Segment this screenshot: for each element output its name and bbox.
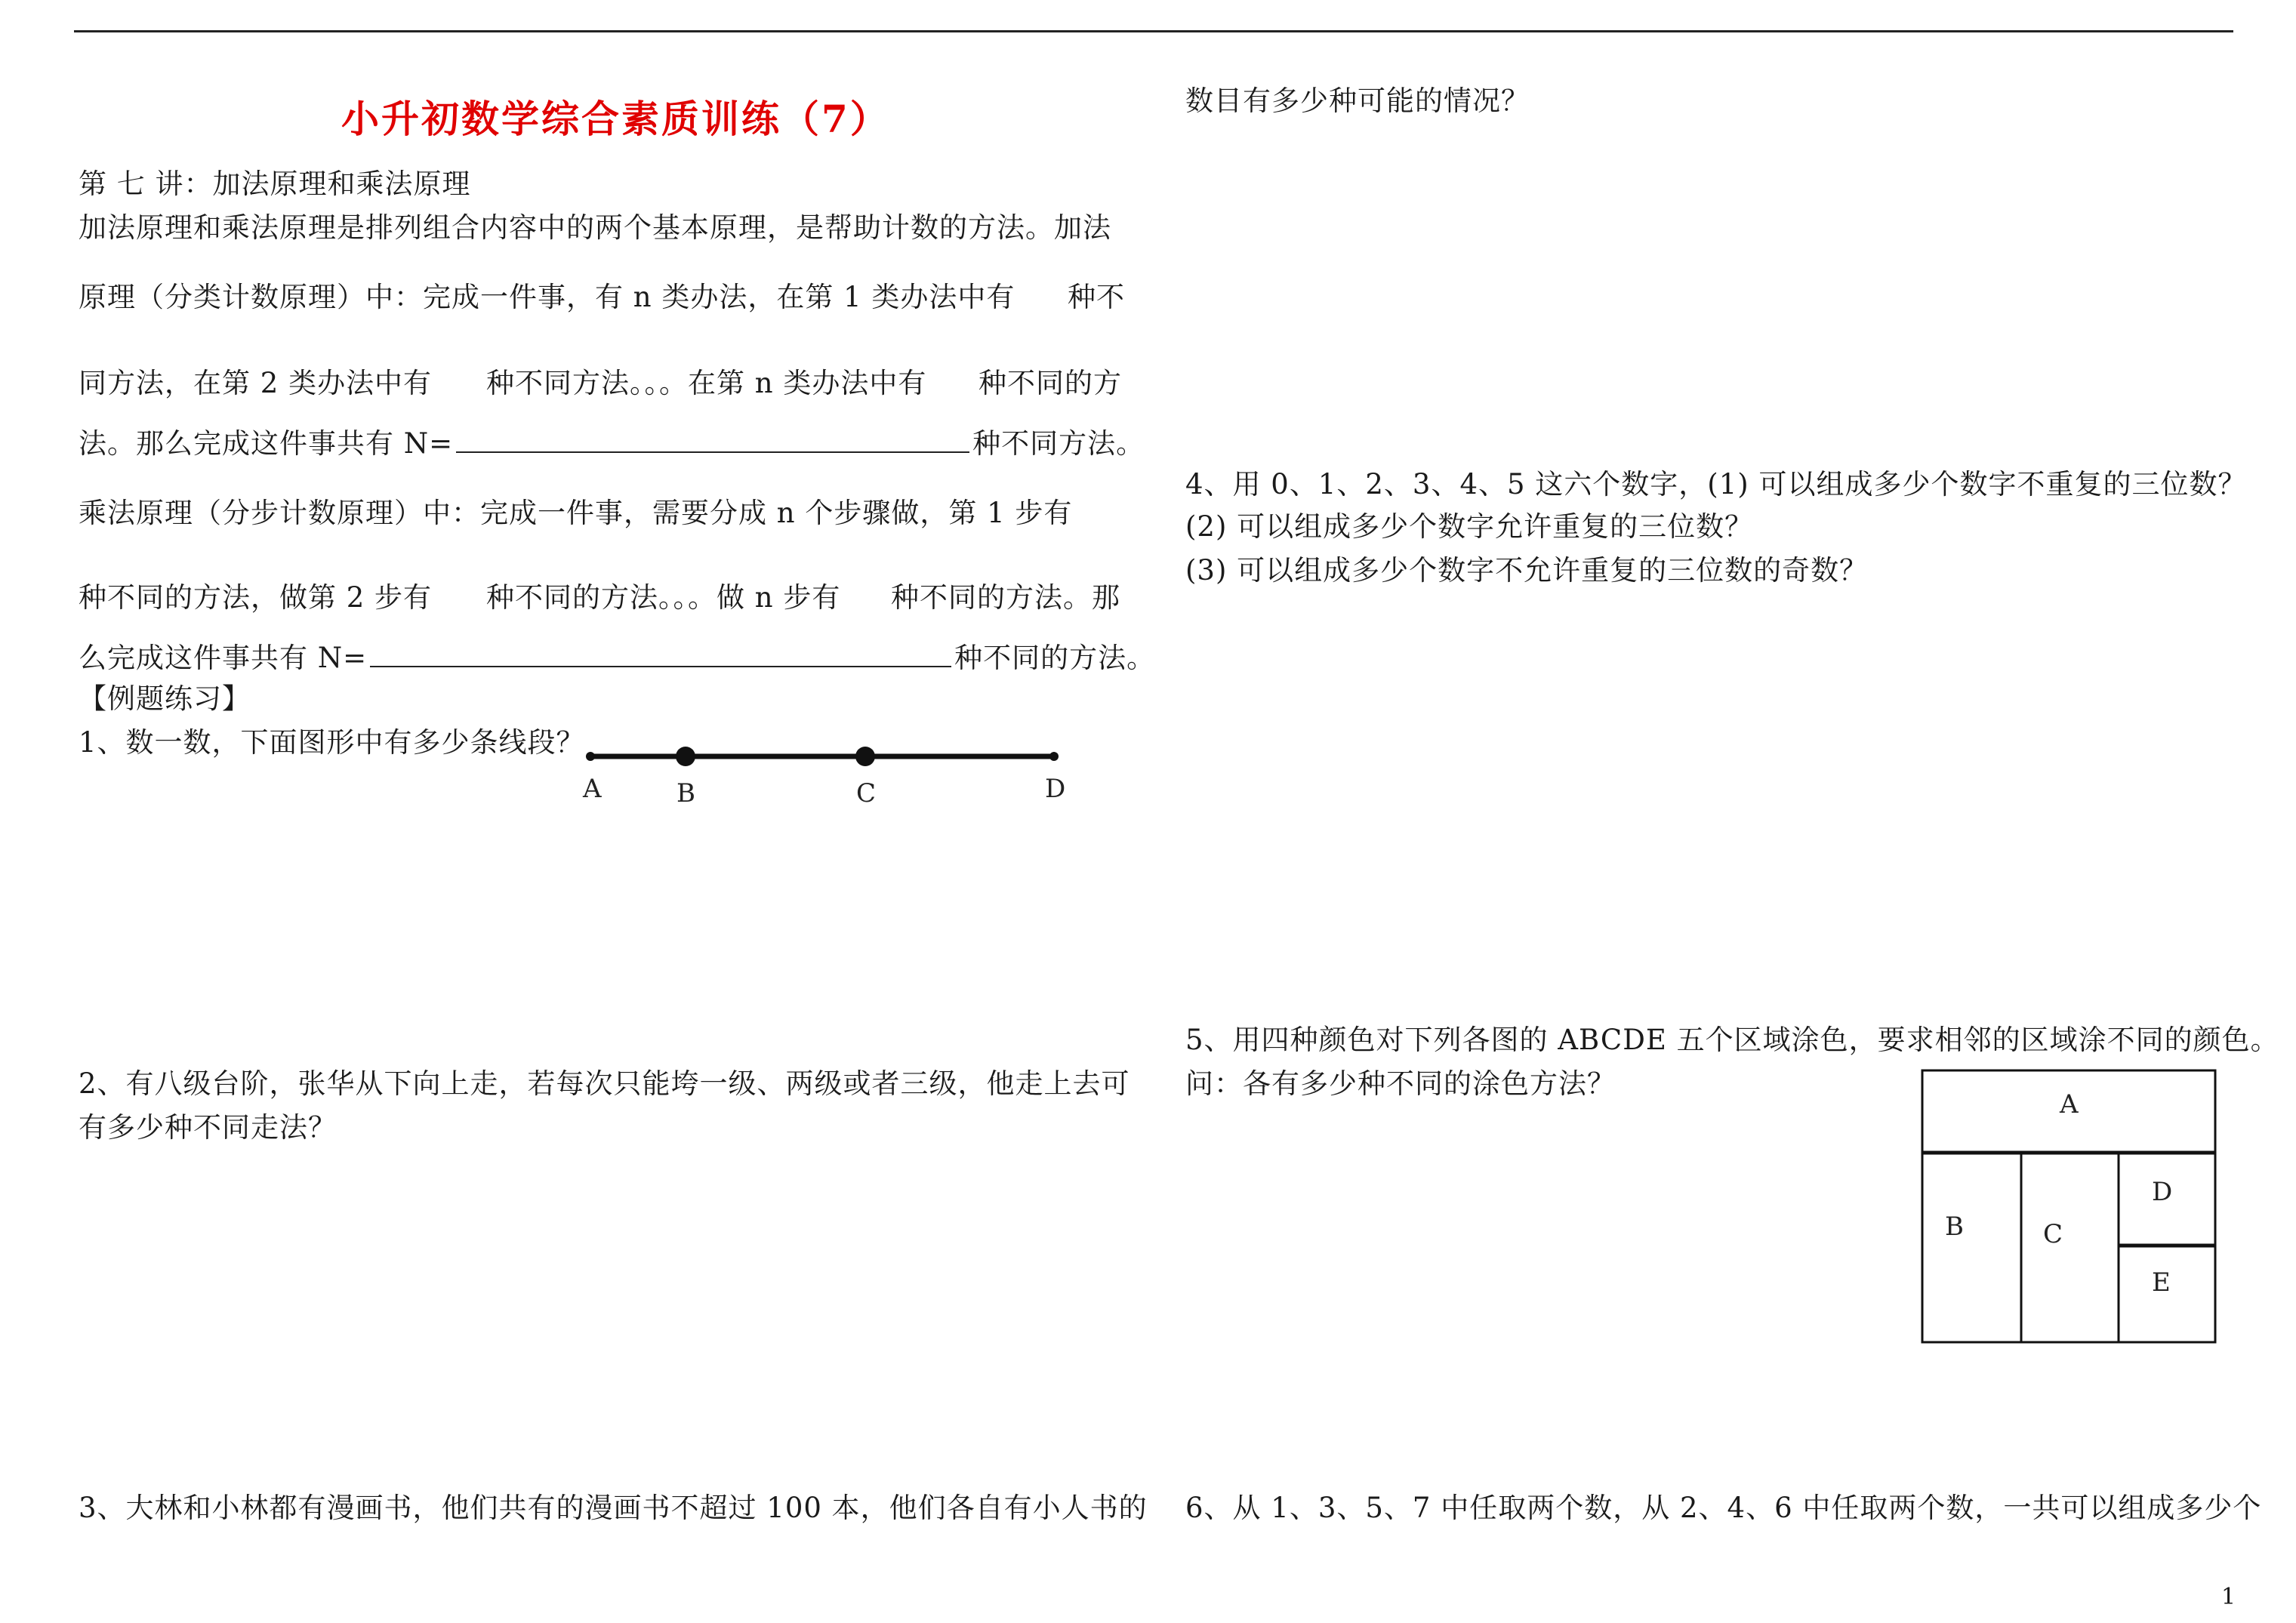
problem-4-line-2: (2) 可以组成多少个数字允许重复的三位数？ <box>1185 510 1754 543</box>
point-d-dot <box>1049 752 1059 761</box>
addition-principle-line-1: 原理（分类计数原理）中：完成一件事，有 n 类办法，在第 1 类办法中有 <box>79 281 1015 313</box>
region-figure <box>1918 1067 2220 1347</box>
problem-5-line-1: 5、用四种颜色对下列各图的 ABCDE 五个区域涂色，要求相邻的区域涂不同的颜色。 <box>1185 1024 2279 1056</box>
problem-4-line-3: (3) 可以组成多少个数字不允许重复的三位数的奇数？ <box>1185 554 1869 587</box>
multiplication-principle-line-3 <box>79 640 1155 675</box>
region-c-label: C <box>2043 1219 2063 1249</box>
problem-3-line-1: 3、大林和小林都有漫画书，他们共有的漫画书不超过 100 本，他们各自有小人书的 <box>79 1492 1148 1524</box>
lecture-heading: 第 七 讲：加法原理和乘法原理 <box>79 168 471 200</box>
multiplication-formula-label: 么完成这件事共有 N= <box>79 642 368 674</box>
problem-1: 1、数一数，下面图形中有多少条线段？ <box>79 726 585 759</box>
problem-6-line-1: 6、从 1、3、5、7 中任取两个数，从 2、4、6 中任取两个数，一共可以组成多少个 <box>1185 1492 2262 1524</box>
problem-3-line-2: 数目有多少种可能的情况？ <box>1185 85 1530 117</box>
section-label: 【例题练习】 <box>79 682 251 715</box>
problem-2-line-1: 2、有八级台阶，张华从下向上走，若每次只能垮一级、两级或者三级，他走上去可 <box>79 1067 1130 1100</box>
addition-formula-end: 种不同方法。 <box>972 427 1145 460</box>
multiplication-principle-line-2b: 种不同的方法。。。做 n 步有 <box>486 581 841 614</box>
point-c-dot <box>855 747 875 766</box>
point-a-label: A <box>583 774 602 804</box>
multiplication-answer-blank[interactable] <box>370 640 951 667</box>
segment-figure <box>574 740 1072 808</box>
region-d-label: D <box>2152 1177 2173 1207</box>
page-number: 1 <box>2221 1584 2237 1610</box>
point-d-label: D <box>1045 774 1066 804</box>
point-a-dot <box>586 752 595 761</box>
intro-text: 加法原理和乘法原理是排列组合内容中的两个基本原理，是帮助计数的方法。加法 <box>79 211 1111 244</box>
region-a-label: A <box>2060 1089 2079 1119</box>
problem-4-line-1: 4、用 0、1、2、3、4、5 这六个数字，(1) 可以组成多少个数字不重复的三位数？ <box>1185 468 2247 500</box>
multiplication-principle-line-2c: 种不同的方法。那 <box>891 581 1120 614</box>
addition-answer-blank[interactable] <box>456 426 969 453</box>
problem-2-line-2: 有多少种不同走法？ <box>79 1111 337 1144</box>
region-e-label: E <box>2152 1267 2171 1298</box>
multiplication-principle-line-2a: 种不同的方法，做第 2 步有 <box>79 581 433 614</box>
addition-principle-line-1-end: 种不 <box>1068 281 1125 313</box>
problem-5-line-2: 问：各有多少种不同的涂色方法？ <box>1185 1067 1616 1100</box>
addition-principle-line-2a: 同方法，在第 2 类办法中有 <box>79 367 433 399</box>
point-b-dot <box>676 747 695 766</box>
addition-principle-line-2c: 种不同的方 <box>978 367 1122 399</box>
top-rule <box>74 30 2233 32</box>
addition-principle-line-2b: 种不同方法。。。在第 n 类办法中有 <box>486 367 927 399</box>
page-title: 小升初数学综合素质训练（7） <box>341 97 890 141</box>
multiplication-formula-end: 种不同的方法。 <box>954 642 1156 674</box>
point-c-label: C <box>856 778 877 808</box>
point-b-label: B <box>676 778 695 808</box>
addition-formula-label: 法。那么完成这件事共有 N= <box>79 427 454 460</box>
region-b-label: B <box>1945 1212 1964 1242</box>
multiplication-principle-line-1: 乘法原理（分步计数原理）中：完成一件事，需要分成 n 个步骤做，第 1 步有 <box>79 497 1073 529</box>
addition-principle-line-3 <box>79 426 1145 460</box>
